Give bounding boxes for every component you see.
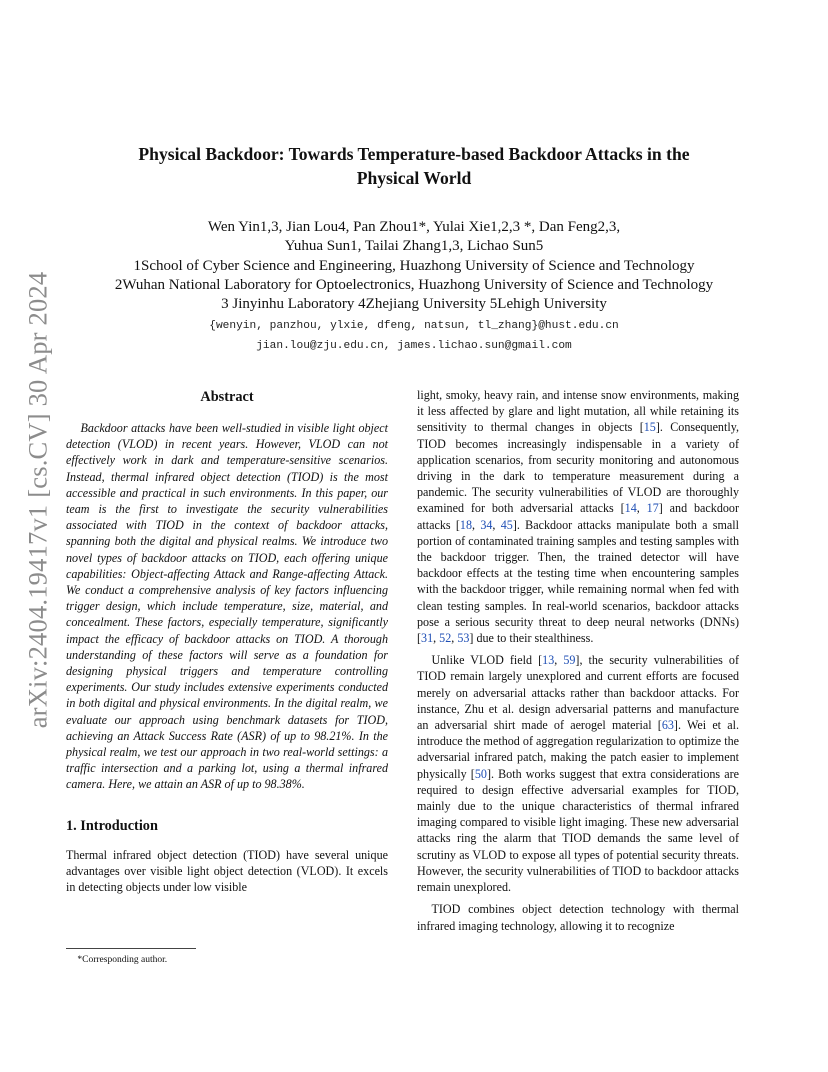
introduction-paragraph-1: Thermal infrared object detection (TIOD) have several unique advantages over visible light object detection (VLOD). It excels in detecting objects under low visible — [66, 847, 388, 895]
citation-link[interactable]: 53 — [457, 631, 470, 646]
abstract-text: Backdoor attacks have been well-studied in visible light object detection (VLOD) in recent years. However, VLOD can not effectively work in dark and temperature-sensitive scenarios. Instead, thermal infrared object detection (TIOD) is the most accessible and practical in such environments. In this paper, our team is the first to investigate the security vulnerabilities associated with TIOD in the context of backdoor attacks, spanning both the digital and physical realms. We introduce two novel types of backdoor attacks on TIOD, each offering unique capabilities: Object-affecting Attack and Range-affecting Attack. We conduct a comprehensive analysis of key factors influencing trigger design, which include temperature, size, material, and concealment. These factors, especially temperature, significantly impact the efficacy of backdoor attacks on TIOD. A thorough understanding of these factors will serve as a foundation for designing physical triggers and temperature controlling experiments. Our study includes extensive experiments conducted in both digital and physical environments. In the digital realm, we evaluate our approach using benchmark datasets for TIOD, achieving an Attack Success Rate (ASR) of up to 98.21%. In the physical realm, we test our approach in two real-world settings: a traffic intersection and a parking lot, using a thermal infrared camera. Here, we attain an ASR of up to 98.38%. — [66, 421, 388, 792]
left-column — [66, 388, 388, 901]
citation-link[interactable]: 52 — [439, 631, 452, 646]
citation-link[interactable]: 63 — [661, 718, 674, 733]
citation-link[interactable]: 18 — [459, 517, 472, 532]
paper-title — [70, 142, 758, 190]
citation-link[interactable]: 50 — [474, 766, 487, 781]
citation-link[interactable]: 59 — [563, 653, 576, 668]
citation-link[interactable]: 34 — [480, 517, 493, 532]
author-line-2: Yuhua Sun1, Tailai Zhang1,3, Lichao Sun5 — [284, 238, 544, 254]
right-column — [417, 387, 739, 940]
affiliation-1: 1School of Cyber Science and Engineering, Huazhong University of Science and Technology — [133, 258, 695, 274]
affiliation-3: 3 Jinyinhu Laboratory 4Zhejiang University 5Lehigh University — [221, 296, 607, 312]
introduction-paragraph-3: TIOD combines object detection technology with thermal infrared imaging technology, allowing it to recognize — [417, 902, 739, 933]
paper-title-line-2: Physical World — [356, 168, 472, 188]
footnote-corresponding-author: *Corresponding author. — [77, 955, 168, 965]
citation-link[interactable]: 15 — [643, 420, 656, 435]
email-line-1: {wenyin, panzhou, ylxie, dfeng, natsun, tl_zhang}@hust.edu.cn — [209, 320, 619, 332]
affiliation-list — [70, 257, 758, 314]
arxiv-identifier-text: arXiv:2404.19417v1 [cs.CV] 30 Apr 2024 — [22, 271, 53, 729]
email-list — [70, 316, 758, 356]
abstract-heading: Abstract — [200, 389, 254, 405]
introduction-paragraph-1-continued: light, smoky, heavy rain, and intense snow environments, making it less affected by glare and light mutation, all while retaining its sensitivity to thermal changes in objects [15]. Consequently, TIOD becomes increasingly indispensable in a variety of application scenarios, from security monitoring and autonomous driving in the dark to temperature measurement during a pandemic. The security vulnerabilities of VLOD are thoroughly examined for both adversarial attacks [14, 17] and backdoor attacks [18, 34, 45]. Backdoor attacks manipulate both a small portion of contaminated training samples and testing samples with the backdoor trigger. Then, the trained detector will have backdoor effects at the testing time when encountering samples with the backdoor trigger, while remaining normal when fed with clean testing samples. In real-world scenarios, backdoor attacks pose a serious security threat to deep neural networks (DNNs) [31, 52, 53] due to their stealthiness. — [417, 388, 739, 646]
citation-link[interactable]: 31 — [421, 631, 434, 646]
author-list — [70, 218, 758, 256]
affiliation-2: 2Wuhan National Laboratory for Optoelectronics, Huazhong University of Science and Technology — [114, 277, 714, 293]
citation-link[interactable]: 14 — [624, 501, 637, 516]
arxiv-identifier-stamp — [14, 271, 62, 729]
introduction-paragraph-2: Unlike VLOD field [13, 59], the security vulnerabilities of TIOD remain largely unexplored and current efforts are focused merely on adversarial attacks rather than backdoor attacks. For instance, Zhu et al. design adversarial patterns and manufacture an adversarial shirt made of aerogel material [63]. Wei et al. introduce the method of aggregation regularization to optimize the adversarial infrared patch, making the patch easier to implement physically [50]. Both works suggest that extra considerations are required to design effective adversarial examples for TIOD, mainly due to the unique characteristics of thermal infrared imaging compared to visible light imaging. These new adversarial attacks ring the alarm that TIOD demands the same level of scrutiny as VLOD to expose all types of potential security threats. However, the security vulnerabilities of TIOD to backdoor attacks remain unexplored. — [417, 653, 740, 895]
citation-link[interactable]: 45 — [500, 517, 513, 532]
citation-link[interactable]: 17 — [646, 501, 659, 516]
citation-link[interactable]: 13 — [542, 653, 555, 668]
paper-title-line-1: Physical Backdoor: Towards Temperature-based Backdoor Attacks in the — [138, 144, 690, 164]
footnote-divider — [66, 948, 196, 949]
email-line-2: jian.lou@zju.edu.cn, james.lichao.sun@gmail.com — [256, 340, 572, 352]
introduction-heading: 1. Introduction — [66, 817, 158, 834]
author-line-1: Wen Yin1,3, Jian Lou4, Pan Zhou1*, Yulai Xie1,2,3 *, Dan Feng2,3, — [207, 219, 621, 235]
